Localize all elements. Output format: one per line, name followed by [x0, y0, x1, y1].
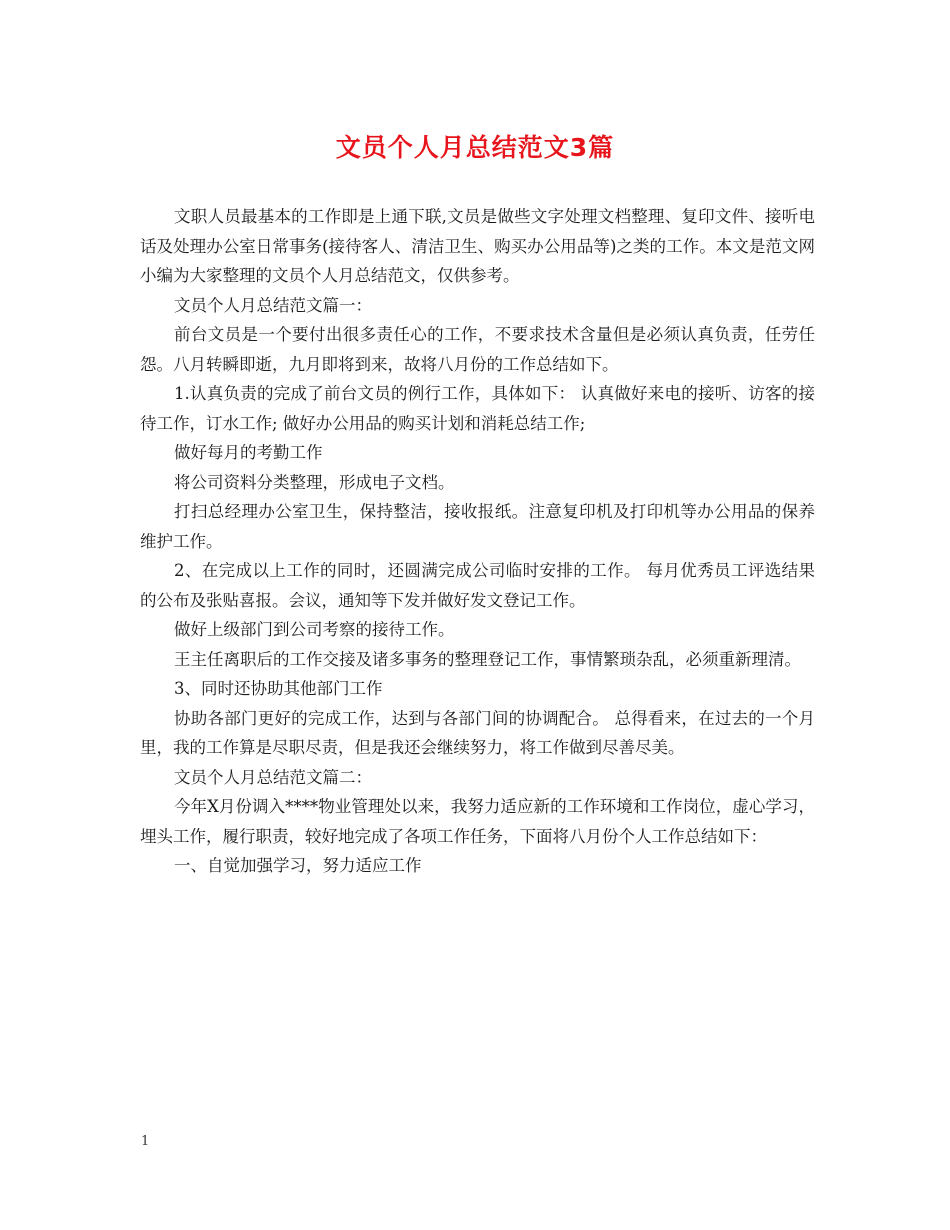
document-body	[140, 202, 815, 881]
paragraph: 王主任离职后的工作交接及诸多事务的整理登记工作，事情繁琐杂乱，必须重新理清。	[174, 649, 801, 669]
paragraph-intro: 文职人员最基本的工作即是上通下联,文员是做些文字处理文档整理、复印文件、接听电话及处理办公室日常事务(接待客人、清洁卫生、购买办公用品等)之类的工作。本文是范文网小编为大家整理的文员个人月总结范文，仅供参考。	[140, 207, 815, 285]
section-heading-two: 文员个人月总结范文篇二：	[174, 767, 372, 787]
page-number: 1	[141, 1134, 150, 1149]
paragraph: 协助各部门更好的完成工作，达到与各部门间的协调配合。 总得看来，在过去的一个月里，我的工作算是尽职尽责，但是我还会继续努力，将工作做到尽善尽美。	[140, 708, 815, 757]
paragraph: 做好上级部门到公司考察的接待工作。	[174, 620, 455, 639]
paragraph: 做好每月的考勤工作	[174, 443, 323, 462]
paragraph: 打扫总经理办公室卫生，保持整洁，接收报纸。注意复印机及打印机等办公用品的保养维护工作。	[140, 502, 815, 551]
paragraph: 1.认真负责的完成了前台文员的例行工作，具体如下： 认真做好来电的接听、访客的接待工作，订水工作; 做好办公用品的购买计划和消耗总结工作;	[140, 384, 815, 433]
paragraph: 3、同时还协助其他部门工作	[174, 679, 383, 698]
paragraph: 将公司资料分类整理，形成电子文档。	[174, 472, 455, 492]
document-title: 文员个人月总结范文3篇	[335, 133, 615, 162]
paragraph: 一、自觉加强学习，努力适应工作	[174, 856, 422, 875]
paragraph: 今年X月份调入****物业管理处以来，我努力适应新的工作环境和工作岗位，虚心学习，埋头工作，履行职责，较好地完成了各项工作任务，下面将八月份个人工作总结如下：	[140, 797, 815, 846]
paragraph: 2、在完成以上工作的同时，还圆满完成公司临时安排的工作。 每月优秀员工评选结果的公布及张贴喜报。会议，通知等下发并做好发文登记工作。	[140, 561, 815, 610]
section-heading-one: 文员个人月总结范文篇一：	[174, 295, 372, 315]
paragraph: 前台文员是一个要付出很多责任心的工作，不要求技术含量但是必须认真负责，任劳任怨。八月转瞬即逝，九月即将到来，故将八月份的工作总结如下。	[140, 325, 815, 374]
